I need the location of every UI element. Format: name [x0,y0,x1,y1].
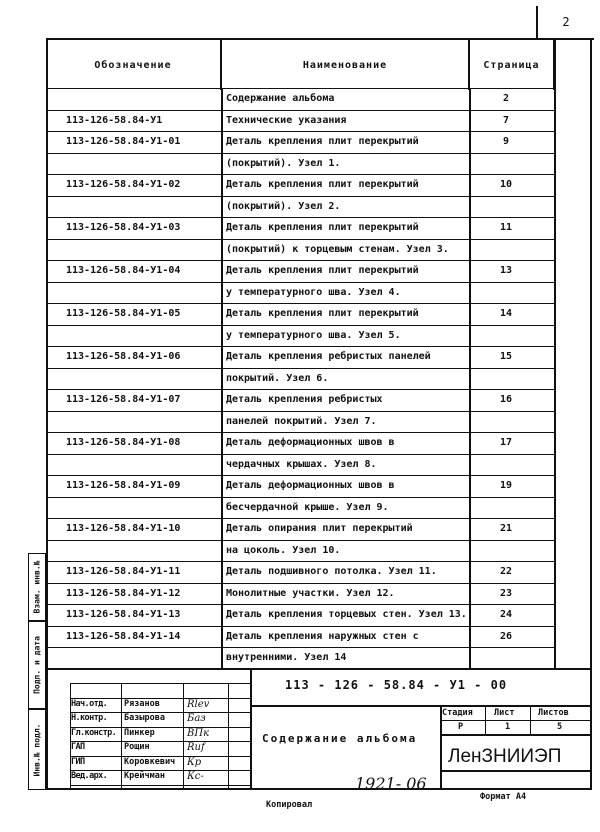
signatory-name: Рощин [124,742,150,752]
row-page: 26 [499,630,513,642]
row-name: Деталь крепления ребристых панелей [226,351,431,362]
table-row [46,282,555,304]
table-row [46,88,555,110]
table-row [46,561,555,583]
strip-inv-orig [28,709,46,790]
row-name: Деталь крепления торцевых стен. Узел 13. [226,609,467,620]
row-code: 113-126-58.84-У1-11 [66,566,181,577]
table-row [46,518,555,540]
row-page: 10 [499,179,513,190]
strip-sign-date [28,621,46,709]
strip-replace-inv [28,553,46,621]
row-page: 21 [499,523,513,534]
signatory-role: Гл.констр. [71,727,117,738]
title-divider [440,770,592,772]
table-row [46,368,555,390]
strip-label: Взам. инв.№ [32,560,42,614]
table-row [46,110,555,132]
table-row [46,153,555,175]
row-name: бесчердачной крыше. Узел 9. [226,501,389,513]
row-name: Монолитные участки. Узел 12. [226,587,395,599]
header-designation: Обозначение [46,40,222,90]
signatory-role: Вед.арх. [71,771,108,781]
title-divider [530,705,531,734]
title-divider [440,734,592,736]
row-name: (покрытий). Узел 2. [226,200,341,212]
signatory-role: ГАП [71,742,85,752]
row-name: покрытий. Узел 6. [226,372,329,384]
table-row [46,174,555,196]
sheet-label: Лист [494,708,515,718]
table-row [46,647,555,669]
row-name: внутренними. Узел 14 [226,652,347,663]
table-row [46,411,555,433]
table-row [46,583,555,605]
table-row [46,454,555,476]
title-block-top [46,668,592,670]
table-row [46,303,555,325]
title-divider [70,683,250,684]
table-row [46,604,555,626]
row-page: 15 [499,351,513,362]
row-code: 113-126-58.84-У1-06 [66,351,181,362]
row-name: Деталь крепления плит перекрытий [226,136,419,147]
row-name: панелей покрытий. Узел 7. [226,415,377,427]
signatory-name: Коровкевич [124,756,176,767]
sheets-label: Листов [538,708,569,718]
table-row [46,239,555,261]
table-row [46,131,555,153]
row-page: 9 [502,136,510,147]
row-name: Технические указания [226,114,347,126]
stage-value: Р [458,722,464,732]
table-row [46,260,555,282]
row-name: Деталь крепления плит перекрытий [226,308,419,319]
row-page: 7 [502,114,510,126]
row-code: 113-126-58.84-У1-14 [66,630,181,642]
format-label: Формат А4 [480,792,527,802]
row-code: 113-126-58.84-У1-01 [66,136,181,147]
row-name: Деталь крепления плит перекрытий [226,265,419,276]
row-page: 16 [499,394,513,405]
signature: ВПк [187,727,210,739]
row-name: Деталь крепления ребристых [226,394,383,405]
row-code: 113-126-58.84-У1-13 [66,609,181,620]
row-name: (покрытий) к торцевым стенам. Узел 3. [226,243,449,255]
title-divider [250,668,252,790]
row-page: 11 [499,222,513,233]
row-name: Содержание альбома [226,93,335,104]
row-name: у температурного шва. Узел 5. [226,329,401,341]
row-page: 23 [499,587,513,599]
row-name: чердачных крышах. Узел 8. [226,458,377,470]
signatory-role: Н.контр. [71,713,108,723]
title-divider [121,683,122,790]
row-page: 24 [499,609,513,620]
sheet-number: 2 [536,6,594,40]
row-name: Деталь крепления плит перекрытий [226,179,419,190]
table-row [46,325,555,347]
title-divider [485,705,486,734]
row-name: Деталь деформационных швов в [226,437,395,448]
table-row [46,389,555,411]
title-divider [440,720,592,721]
signature: Кр [187,756,202,768]
strip-label: Инв.№ подл. [32,723,42,776]
title-divider [228,683,229,790]
row-code: 113-126-58.84-У1-03 [66,222,181,233]
row-page: 2 [502,93,510,104]
copied-label: Копировал [266,800,313,810]
signatory-name: Рязанов [124,698,160,709]
column-divider [469,88,471,668]
signatory-role: ГИП [71,756,85,767]
stamp-number: 1921- 06 [355,774,427,793]
row-name: Деталь крепления наружных стен с [226,630,419,642]
row-code: 113-126-58.84-У1-02 [66,179,181,190]
table-row [46,346,555,368]
row-name: Деталь опирания плит перекрытий [226,523,413,534]
table-row [46,196,555,218]
row-page: 17 [499,437,513,448]
table-row [46,626,555,648]
header-page: Страница [470,40,555,90]
row-page: 13 [499,265,513,276]
signature: Кс- [187,771,204,782]
signature: Бaз [187,713,206,724]
row-code: 113-126-58.84-У1-09 [66,480,181,491]
title-divider [250,705,592,707]
row-code: 113-126-58.84-У1-10 [66,523,181,534]
table-row [46,432,555,454]
title-divider [70,741,250,742]
signature: Ruf [187,742,205,753]
table-row [46,217,555,239]
stage-label: Стадия [442,708,473,718]
row-code: 113-126-58.84-У1 [66,114,163,126]
table-row [46,540,555,562]
signature: Rlev [187,698,210,710]
sheet-value: 1 [505,722,511,732]
signatory-role: Нач.отд. [71,698,108,709]
strip-label: Подп. и дата [32,636,42,694]
row-name: у температурного шва. Узел 4. [226,286,401,298]
header-name: Наименование [222,40,470,90]
row-name: Деталь подшивного потолка. Узел 11. [226,566,437,577]
title-divider [183,683,184,790]
signatory-name: Базырова [124,713,165,723]
column-divider [221,88,223,668]
title-divider [70,785,250,786]
row-name: на цоколь. Узел 10. [226,544,341,556]
row-name: (покрытий). Узел 1. [226,157,341,169]
row-code: 113-126-58.84-У1-12 [66,587,181,599]
row-name: Деталь крепления плит перекрытий [226,222,419,233]
organization-logo: ЛенЗНИИЭП [448,746,562,767]
table-row [46,475,555,497]
signatory-name: Пинкер [124,727,155,738]
row-page: 14 [499,308,513,319]
row-code: 113-126-58.84-У1-07 [66,394,181,405]
row-code: 113-126-58.84-У1-05 [66,308,181,319]
row-name: Деталь деформационных швов в [226,480,395,491]
row-page: 22 [499,566,513,577]
signatory-name: Крейчман [124,771,165,781]
sheet-title: Содержание альбома [262,732,418,745]
column-divider [554,40,556,668]
row-code: 113-126-58.84-У1-08 [66,437,181,448]
document-code: 113 - 126 - 58.84 - У1 - 00 [285,678,508,692]
sheets-value: 5 [557,722,563,732]
table-row [46,497,555,519]
row-code: 113-126-58.84-У1-04 [66,265,181,276]
row-page: 19 [499,480,513,491]
